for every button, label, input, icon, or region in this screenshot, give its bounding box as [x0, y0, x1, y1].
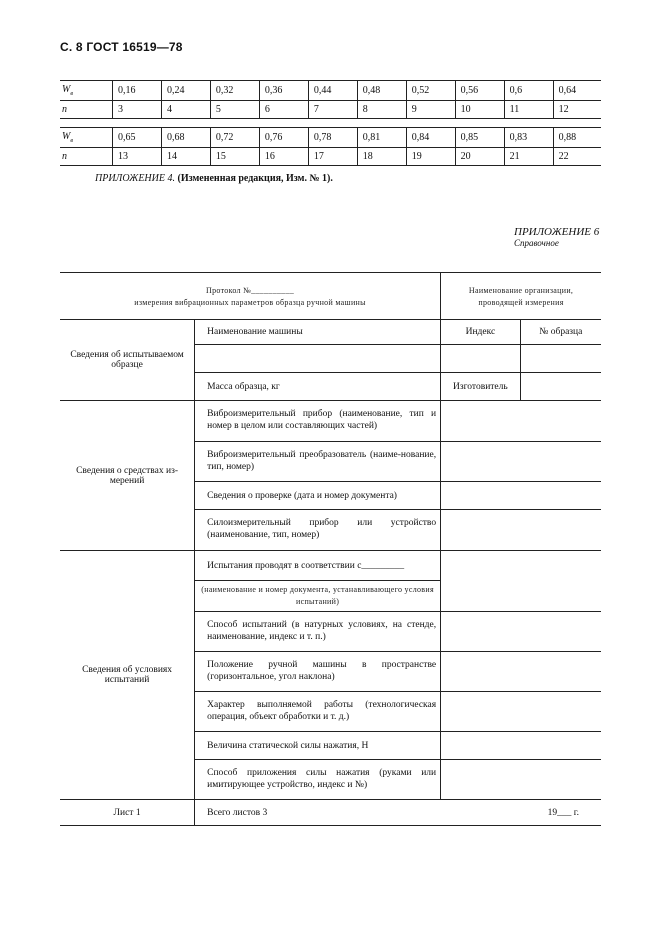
form-header-row — [60, 273, 601, 320]
verification-label: Сведения о проверке (дата и номер документа) — [195, 482, 441, 510]
static-force-field[interactable] — [441, 732, 601, 760]
protocol-number: Протокол №__________ — [206, 285, 295, 295]
index-label: Индекс — [441, 320, 521, 345]
table-cell: 0,68 — [161, 128, 210, 148]
table-cell: 0,16 — [113, 81, 162, 101]
sample-number-field[interactable] — [520, 345, 601, 373]
table-cell: 0,44 — [308, 81, 357, 101]
manufacturer-label: Изготовитель — [441, 373, 521, 401]
table-cell: 22 — [553, 148, 601, 166]
table-cell: 16 — [259, 148, 308, 166]
organization-cell — [441, 273, 601, 320]
table-cell: 0,6 — [504, 81, 553, 101]
table-cell: 0,64 — [553, 81, 601, 101]
table-row-n2 — [60, 148, 601, 166]
protocol-title-cell — [60, 273, 441, 320]
table-cell: 0,24 — [161, 81, 210, 101]
table-cell: 0,52 — [406, 81, 455, 101]
table-cell: 11 — [504, 101, 553, 119]
force-method-label: Способ приложения силы нажатия (руками или имитирующее устройство, индекс и №) — [195, 760, 441, 800]
means-section-label: Сведения о средствах из-мерений — [60, 401, 195, 551]
sample-section-label: Сведения об испытываемом образце — [60, 320, 195, 401]
table-cell: 17 — [308, 148, 357, 166]
table-cell: 12 — [553, 101, 601, 119]
index-field[interactable] — [441, 345, 521, 373]
table-cell: 19 — [406, 148, 455, 166]
year-field: 19___ г. — [441, 800, 601, 826]
row-label-w: $W_в$ — [60, 128, 113, 148]
table-cell: 9 — [406, 101, 455, 119]
organization-label-2: проводящей измерения — [478, 297, 564, 307]
row-label-n: n — [60, 148, 113, 166]
sample-number-label: № образца — [520, 320, 601, 345]
vibro-converter-label: Виброизмерительный преобразователь (наиме-нование, тип, номер) — [195, 442, 441, 482]
total-sheets: Всего листов 3 — [195, 800, 441, 826]
table-cell: 10 — [455, 101, 504, 119]
amendment-note-text: (Измененная редакция, Изм. № 1). — [177, 173, 333, 184]
vibro-device-field[interactable] — [441, 401, 601, 442]
page-header: С. 8 ГОСТ 16519—78 — [60, 40, 183, 54]
protocol-subject: измерения вибрационных параметров образца ручной машины — [134, 297, 366, 307]
sheet-number: Лист 1 — [60, 800, 195, 826]
work-nature-label: Характер выполняемой работы (технологическая операция, объект обработки и т. д.) — [195, 692, 441, 732]
form-row — [60, 551, 601, 581]
table-row-w2 — [60, 128, 601, 148]
force-method-field[interactable] — [441, 760, 601, 800]
table-cell: 0,88 — [553, 128, 601, 148]
table-cell: 7 — [308, 101, 357, 119]
table-row-n1 — [60, 101, 601, 119]
mass-label: Масса образца, кг — [195, 373, 441, 401]
table-cell: 14 — [161, 148, 210, 166]
form-footer-row — [60, 800, 601, 826]
appendix-title: ПРИЛОЖЕНИЕ 6 — [514, 226, 600, 238]
force-device-label: Силоизмерительный прибор или устройство (наименование, тип, номер) — [195, 510, 441, 551]
table-cell: 18 — [357, 148, 406, 166]
table-cell: 0,83 — [504, 128, 553, 148]
machine-name-field[interactable] — [195, 345, 441, 373]
table-cell: 4 — [161, 101, 210, 119]
table-cell: 21 — [504, 148, 553, 166]
table-cell: 0,36 — [259, 81, 308, 101]
table-cell: 3 — [113, 101, 162, 119]
form-row — [60, 401, 601, 442]
force-device-field[interactable] — [441, 510, 601, 551]
machine-name-label: Наименование машины — [195, 320, 441, 345]
form-row — [60, 320, 601, 345]
table-cell: 0,72 — [210, 128, 259, 148]
test-method-field[interactable] — [441, 612, 601, 652]
table-cell: 15 — [210, 148, 259, 166]
tests-per-label: Испытания проводят в соответствии с_________ — [195, 551, 441, 581]
table-cell: 5 — [210, 101, 259, 119]
table-cell: 0,78 — [308, 128, 357, 148]
manufacturer-field[interactable] — [520, 373, 601, 401]
table-cell: 0,56 — [455, 81, 504, 101]
table-cell: 8 — [357, 101, 406, 119]
tests-per-note: (наименование и номер документа, устанавливающего условия испытаний) — [195, 581, 441, 612]
static-force-label: Величина статической силы нажатия, Н — [195, 732, 441, 760]
table-cell: 20 — [455, 148, 504, 166]
table-cell: 6 — [259, 101, 308, 119]
table-cell: 0,85 — [455, 128, 504, 148]
w-n-table — [60, 80, 601, 166]
position-field[interactable] — [441, 652, 601, 692]
position-label: Положение ручной машины в пространстве (горизонтальное, угол наклона) — [195, 652, 441, 692]
conditions-section-label: Сведения об условиях испытаний — [60, 551, 195, 800]
row-label-w: $W_в$ — [60, 81, 113, 101]
table-cell: 0,32 — [210, 81, 259, 101]
test-method-label: Способ испытаний (в натурных условиях, на стенде, наименование, индекс и т. п.) — [195, 612, 441, 652]
row-label-n: n — [60, 101, 113, 119]
table-cell: 0,84 — [406, 128, 455, 148]
table-cell: 0,76 — [259, 128, 308, 148]
table-cell: 0,65 — [113, 128, 162, 148]
table-cell: 0,81 — [357, 128, 406, 148]
table-gap — [60, 119, 601, 128]
amendment-note — [95, 173, 333, 184]
protocol-form — [60, 272, 601, 826]
vibro-device-label: Виброизмерительный прибор (наименование, тип и номер в целом или составляющих частей) — [195, 401, 441, 442]
work-nature-field[interactable] — [441, 692, 601, 732]
organization-label-1: Наименование организации, — [468, 285, 574, 295]
vibro-converter-field[interactable] — [441, 442, 601, 482]
table-cell: 13 — [113, 148, 162, 166]
table-row-w1 — [60, 81, 601, 101]
appendix-subtitle: Справочное — [514, 238, 559, 248]
verification-field[interactable] — [441, 482, 601, 510]
table-cell: 0,48 — [357, 81, 406, 101]
tests-per-field[interactable] — [441, 551, 601, 612]
amendment-note-label: ПРИЛОЖЕНИЕ 4. — [95, 173, 175, 184]
